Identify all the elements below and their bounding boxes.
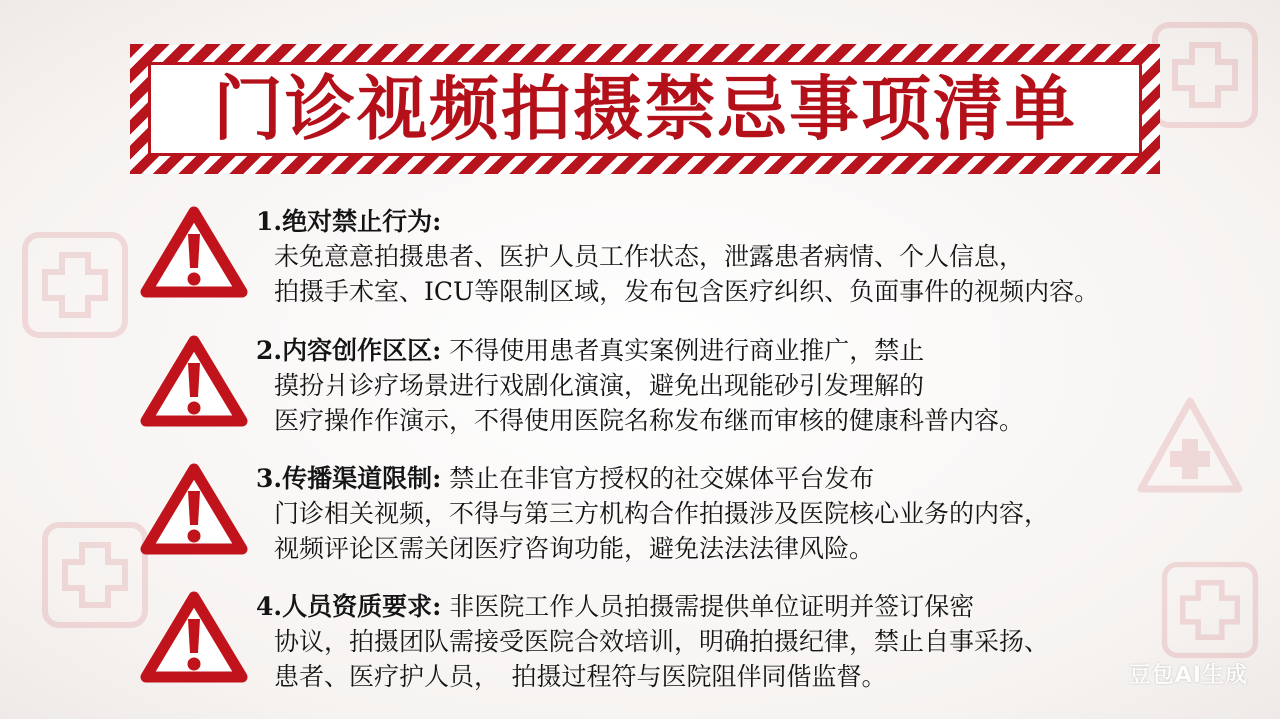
item-heading: 1.绝对禁止行为: <box>256 207 442 236</box>
item-text <box>256 461 1236 566</box>
item-line: 患者、医疗护人员， 拍摄过程符与医院阻伴同偕监督。 <box>274 662 887 691</box>
item-text <box>256 333 1236 438</box>
warning-triangle-icon <box>140 461 248 557</box>
medical-cross-icon <box>20 230 130 340</box>
ai-watermark: 豆包AI生成 <box>1128 663 1248 688</box>
item-line: 视频评论区需关闭医疗咨询功能，避免法法法律风险。 <box>274 534 875 563</box>
warning-triangle-icon <box>140 333 248 429</box>
list-item <box>140 333 1240 451</box>
item-line: 门诊相关视频，不得与第三方机构合作拍摄涉及医院核心业务的内容， <box>274 499 1050 528</box>
warning-triangle-icon <box>140 204 248 300</box>
medical-cross-icon <box>1150 20 1260 130</box>
list-item <box>140 589 1240 707</box>
item-first-line: 非医院工作人员拍摄需提供单位证明并签订保密 <box>441 592 975 621</box>
item-first-line: 不得使用患者真实案例进行商业推广，禁止 <box>441 336 925 365</box>
item-line: 医疗操作作演示，不得使用医院名称发布继而审核的健康科普内容。 <box>274 406 1025 435</box>
page-title: 门诊视频拍摄禁忌事项清单 <box>213 67 1077 150</box>
warning-triangle-icon <box>140 589 248 685</box>
item-line: 拍摄手术室、ICU等限制区域，发布包含医疗纠织、负面事件的视频内容。 <box>274 277 1100 306</box>
item-line: 协议，拍摄团队需接受医院合效培训，明确拍摄纪律，禁止自事采扬、 <box>274 627 1050 656</box>
list-item <box>140 461 1240 579</box>
item-first-line: 禁止在非官方授权的社交媒体平台发布 <box>441 464 875 493</box>
list-item <box>140 204 1240 322</box>
item-line: 未免意意拍摄患者、医护人员工作状态，泄露患者病情、个人信息， <box>274 242 1025 271</box>
item-heading: 4.人员资质要求: <box>256 592 442 621</box>
item-heading: 3.传播渠道限制: <box>256 464 442 493</box>
item-text <box>256 589 1236 694</box>
item-line: 摸扮爿诊疗场景进行戏剧化演演，避免出现能砂引发理解的 <box>274 371 925 400</box>
title-frame <box>148 62 1142 156</box>
medical-cross-icon <box>40 520 150 630</box>
title-banner <box>130 44 1160 174</box>
item-heading: 2.内容创作区区: <box>256 336 442 365</box>
item-text <box>256 204 1236 309</box>
